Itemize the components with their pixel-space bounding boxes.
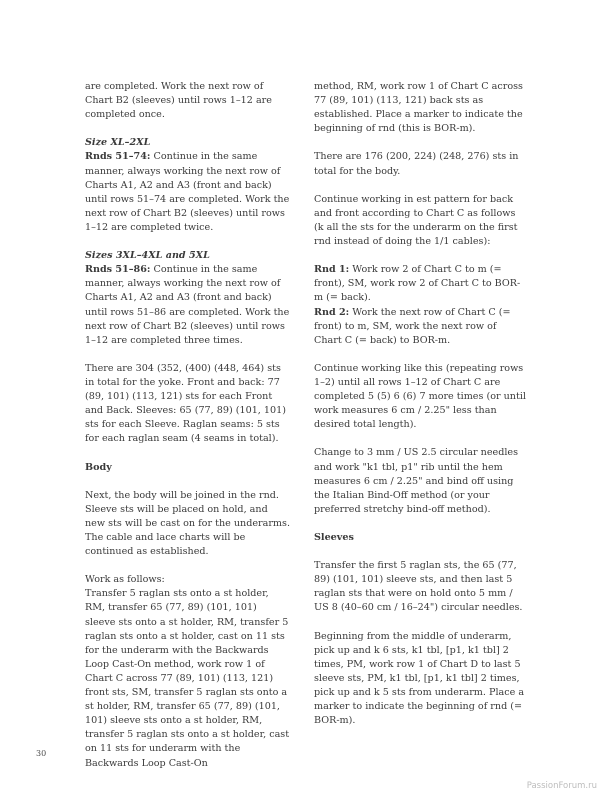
paragraph-rnd-1 <box>314 263 526 305</box>
paragraph-work-as-follows: Work as follows: Transfer 5 raglan sts onto a st holder, RM, transfer 65 (77, 89) (101, 101) sleeve sts onto a st holder, RM, transfer 5 raglan sts onto a st holder, cast on 11 sts for the underarm with the Backwards Loop Cast-On method, work row 1 of Chart C across 77 (89, 101) (113, 121) front sts, SM, transfer 5 raglan sts onto a st holder, RM, transfer 65 (77, 89) (101, 101) sleeve sts onto a st holder, RM, transfer 5 raglan sts onto a st holder, cast on 11 sts for underarm with the Backwards Loop Cast-On <box>85 574 290 769</box>
rnd-text: Work the next row of Chart C (= front) to m, SM, work the next row of Chart C (= back) to BOR-m. <box>314 306 511 346</box>
paragraph-body-sts-total: There are 176 (200, 224) (248, 276) sts in total for the body. <box>314 151 519 177</box>
rnds-label: Rnds 51–86: <box>85 264 151 276</box>
section-heading-body: Body <box>85 461 112 473</box>
paragraph-continuation: are completed. Work the next row of Chart B2 (sleeves) until rows 1–12 are completed once. <box>85 81 272 121</box>
size-heading-xl-2xl: Size XL–2XL <box>85 137 151 149</box>
paragraph-method-continued: method, RM, work row 1 of Chart C across 77 (89, 101) (113, 121) back sts as established. Place a marker to indicate the beginning of rnd (this is BOR-m). <box>314 81 523 135</box>
rnd-label: Rnd 1: <box>314 264 350 276</box>
paragraph-sleeves-transfer: Transfer the first 5 raglan sts, the 65 (77, 89) (101, 101) sleeve sts, and then last 5 raglan sts that were on hold onto 5 mm / US 8 (40–60 cm / 16–24") circular needles. <box>314 560 523 614</box>
left-column <box>85 80 290 785</box>
rnd-text: Work row 2 of Chart C to m (= front), SM, work row 2 of Chart C to BOR-m (= back). <box>314 264 521 304</box>
right-column <box>314 80 526 742</box>
page-number: 30 <box>36 749 47 758</box>
paragraph-rnds-51-74 <box>85 150 290 235</box>
paragraph-rib-hem: Change to 3 mm / US 2.5 circular needles and work "k1 tbl, p1" rib until the hem measures 6 cm / 2.25" and bind off using the Italian Bind-Off method (or your preferred stretchy bind-off method). <box>314 447 519 515</box>
section-heading-sleeves: Sleeves <box>314 532 354 543</box>
watermark: PassionForum.ru <box>526 781 597 791</box>
rnds-text: Continue in the same manner, always working the next row of Charts A1, A2 and A3 (front and back) until rows 51–74 are completed. Work the next row of Chart B2 (sleeves) until rows 1–12 are completed twice. <box>85 151 290 233</box>
paragraph-continue-pattern: Continue working in est pattern for back and front according to Chart C as follows (k all the sts for the underarm on the first rnd instead of doing the 1/1 cables): <box>314 193 518 248</box>
paragraph-repeat-rows: Continue working like this (repeating rows 1–2) until all rows 1–12 of Chart C are completed 5 (5) 6 (6) 7 more times (or until work measures 6 cm / 2.25" less than desired total length). <box>314 362 526 431</box>
paragraph-stitch-counts: There are 304 (352, (400) (448, 464) sts in total for the yoke. Front and back: 77 (89, 101) (113, 121) sts for each Front and Back. Sleeves: 65 (77, 89) (101, 101) sts for each Sleeve. Raglan seams: 5 sts for each raglan seam (4 seams in total). <box>85 362 286 445</box>
rnd-label: Rnd 2: <box>314 306 350 318</box>
rnds-label: Rnds 51–74: <box>85 151 151 163</box>
paragraph-rnd-2 <box>314 306 526 348</box>
size-heading-3xl-5xl: Sizes 3XL–4XL and 5XL <box>85 250 210 262</box>
paragraph-rnds-51-86 <box>85 263 290 348</box>
paragraph-sleeves-pickup: Beginning from the middle of underarm, pick up and k 6 sts, k1 tbl, [p1, k1 tbl] 2 times, PM, work row 1 of Chart D to last 5 sleeve sts, PM, k1 tbl, [p1, k1 tbl] 2 times, pick up and k 5 sts from underarm. Place a marker to indicate the beginning of rnd (= BOR-m). <box>314 630 525 727</box>
paragraph-body-intro: Next, the body will be joined in the rnd. Sleeve sts will be placed on hold, and new sts will be cast on for the underarms. The cable and lace charts will be continued as established. <box>85 489 290 558</box>
rnds-text: Continue in the same manner, always working the next row of Charts A1, A2 and A3 (front and back) until rows 51–86 are completed. Work the next row of Chart B2 (sleeves) until rows 1–12 are completed three times. <box>85 264 290 346</box>
